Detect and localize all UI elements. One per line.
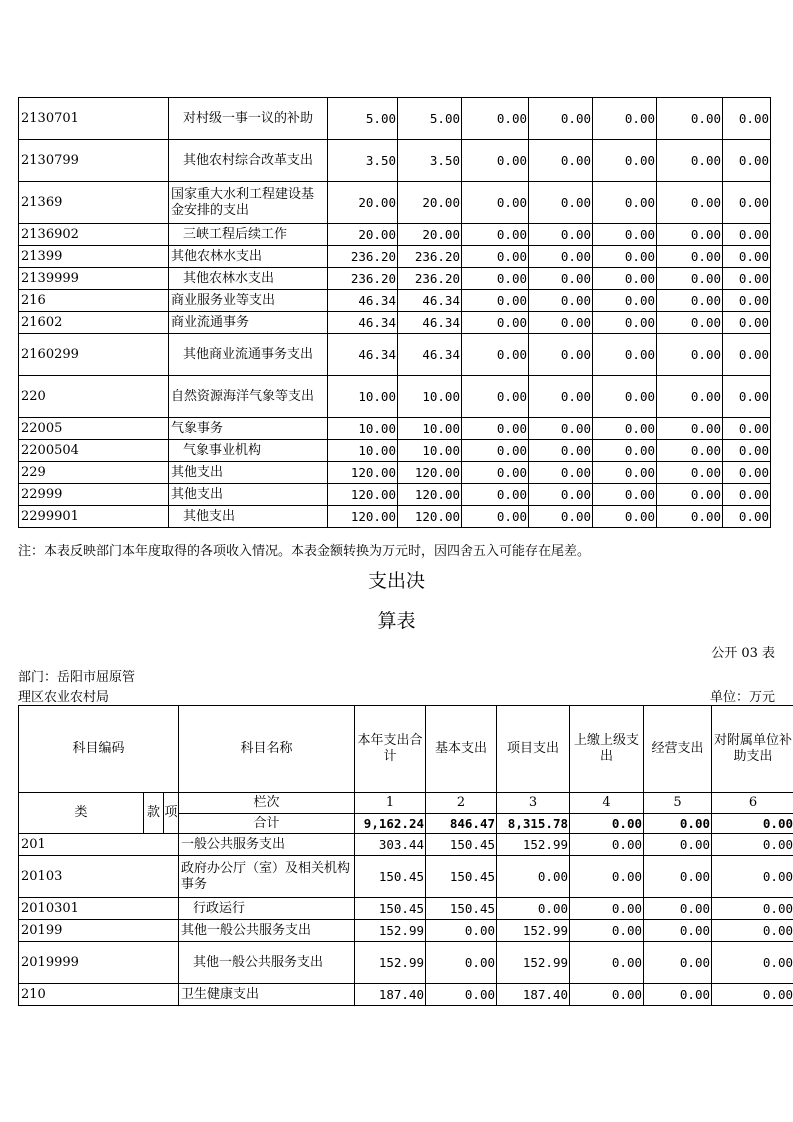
subject-name: 商业服务业等支出: [169, 290, 328, 312]
subject-code: 21369: [19, 182, 169, 224]
table-row: [19, 290, 771, 312]
subject-name: 其他支出: [169, 484, 328, 506]
subject-name: 其他农村综合改革支出: [169, 140, 328, 182]
subject-code: 229: [19, 462, 169, 484]
amount-cell: 46.34: [328, 334, 398, 376]
amount-cell: 0.00: [712, 834, 793, 856]
amount-cell: 120.00: [328, 484, 398, 506]
amount-cell: 150.45: [355, 898, 426, 920]
table-row: [19, 920, 793, 942]
table-row: [19, 898, 793, 920]
amount-cell: 0.00: [593, 484, 657, 506]
amount-cell: 0.00: [529, 376, 593, 418]
amount-cell: 0.00: [570, 984, 644, 1006]
amount-cell: 0.00: [657, 290, 723, 312]
table-row: [19, 376, 771, 418]
table-row: [19, 418, 771, 440]
amount-cell: 0.00: [593, 290, 657, 312]
table-row: [19, 984, 793, 1006]
amount-cell: 0.00: [723, 246, 771, 268]
amount-cell: 120.00: [328, 462, 398, 484]
subject-name: 一般公共服务支出: [179, 834, 355, 856]
amount-cell: 0.00: [593, 506, 657, 528]
subject-name: 气象事业机构: [169, 440, 328, 462]
amount-cell: 0.00: [462, 224, 529, 246]
amount-cell: 0.00: [529, 462, 593, 484]
subject-name: 卫生健康支出: [179, 984, 355, 1006]
expenditure-table: [18, 705, 793, 1006]
subject-code: 22999: [19, 484, 169, 506]
amount-cell: 120.00: [398, 506, 462, 528]
amount-cell: 0.00: [462, 440, 529, 462]
amount-cell: 0.00: [657, 182, 723, 224]
subject-code: 20103: [19, 856, 179, 898]
amount-cell: 0.00: [462, 290, 529, 312]
amount-cell: 0.00: [529, 290, 593, 312]
amount-cell: 0.00: [462, 268, 529, 290]
amount-cell: 0.00: [593, 376, 657, 418]
amount-cell: 152.99: [497, 942, 570, 984]
col-number: 6: [712, 793, 793, 814]
amount-cell: 0.00: [723, 506, 771, 528]
subject-code: 220: [19, 376, 169, 418]
amount-cell: 0.00: [593, 440, 657, 462]
amount-cell: 0.00: [723, 462, 771, 484]
amount-cell: 0.00: [529, 182, 593, 224]
header-subsidy: 对附属单位补助支出: [712, 706, 793, 793]
amount-cell: 0.00: [657, 376, 723, 418]
amount-cell: 0.00: [657, 140, 723, 182]
amount-cell: 0.00: [712, 856, 793, 898]
total-value: 0.00: [570, 814, 644, 834]
subject-name: 自然资源海洋气象等支出: [169, 376, 328, 418]
amount-cell: 0.00: [723, 484, 771, 506]
amount-cell: 10.00: [398, 376, 462, 418]
table-row: [19, 268, 771, 290]
amount-cell: 0.00: [529, 246, 593, 268]
subject-code: 2010301: [19, 898, 179, 920]
amount-cell: 46.34: [398, 312, 462, 334]
table-row: [19, 942, 793, 984]
subject-code: 2130701: [19, 98, 169, 140]
amount-cell: 0.00: [723, 290, 771, 312]
amount-cell: 20.00: [328, 182, 398, 224]
table-row: [19, 856, 793, 898]
form-number: 公开 03 表: [711, 646, 775, 661]
amount-cell: 0.00: [593, 312, 657, 334]
amount-cell: 0.00: [644, 984, 712, 1006]
amount-cell: 0.00: [426, 920, 497, 942]
col-number: 4: [570, 793, 644, 814]
amount-cell: 152.99: [355, 942, 426, 984]
amount-cell: 150.45: [426, 834, 497, 856]
subject-name: 商业流通事务: [169, 312, 328, 334]
amount-cell: 0.00: [657, 98, 723, 140]
header-remit: 上缴上级支出: [570, 706, 644, 793]
expenditure-table-body: [19, 706, 793, 1006]
amount-cell: 0.00: [657, 246, 723, 268]
subject-name: 气象事务: [169, 418, 328, 440]
table-row: [19, 334, 771, 376]
amount-cell: 0.00: [529, 440, 593, 462]
col-number: 3: [497, 793, 570, 814]
amount-cell: 152.99: [497, 834, 570, 856]
subject-code: 21399: [19, 246, 169, 268]
table-row: [19, 140, 771, 182]
amount-cell: 0.00: [644, 856, 712, 898]
amount-cell: 0.00: [529, 224, 593, 246]
amount-cell: 0.00: [657, 312, 723, 334]
amount-cell: 46.34: [398, 290, 462, 312]
column-number-row: [19, 793, 793, 814]
amount-cell: 187.40: [497, 984, 570, 1006]
subject-name: 对村级一事一议的补助: [169, 98, 328, 140]
amount-cell: 0.00: [723, 312, 771, 334]
header-name: 科目名称: [179, 706, 355, 793]
amount-cell: 236.20: [328, 268, 398, 290]
header-lanci: 栏次: [179, 793, 355, 814]
total-value: 0.00: [712, 814, 793, 834]
amount-cell: 0.00: [529, 334, 593, 376]
amount-cell: 0.00: [644, 834, 712, 856]
amount-cell: 3.50: [398, 140, 462, 182]
amount-cell: 152.99: [355, 920, 426, 942]
amount-cell: 0.00: [723, 268, 771, 290]
amount-cell: 0.00: [593, 268, 657, 290]
total-value: 8,315.78: [497, 814, 570, 834]
page-title-line2: 算表: [377, 610, 416, 632]
amount-cell: 0.00: [593, 246, 657, 268]
header-xiang: 项: [164, 793, 179, 834]
amount-cell: 0.00: [712, 920, 793, 942]
amount-cell: 0.00: [462, 140, 529, 182]
amount-cell: 20.00: [398, 224, 462, 246]
amount-cell: 0.00: [570, 898, 644, 920]
header-project: 项目支出: [497, 706, 570, 793]
amount-cell: 0.00: [497, 856, 570, 898]
amount-cell: 0.00: [723, 334, 771, 376]
amount-cell: 0.00: [529, 506, 593, 528]
subject-code: 2200504: [19, 440, 169, 462]
amount-cell: 10.00: [398, 440, 462, 462]
amount-cell: 5.00: [398, 98, 462, 140]
amount-cell: 0.00: [593, 182, 657, 224]
amount-cell: 10.00: [328, 440, 398, 462]
subject-name: 其他一般公共服务支出: [179, 942, 355, 984]
table-row: [19, 182, 771, 224]
page-title-line1: 支出决: [367, 570, 425, 592]
unit-label: 单位：万元: [709, 690, 775, 705]
amount-cell: 0.00: [529, 418, 593, 440]
department-label-line1: 部门：岳阳市屈原管: [18, 670, 136, 685]
table-row: [19, 98, 771, 140]
amount-cell: 0.00: [529, 140, 593, 182]
amount-cell: 0.00: [644, 920, 712, 942]
amount-cell: 0.00: [529, 484, 593, 506]
subject-name: 其他支出: [169, 462, 328, 484]
amount-cell: 0.00: [462, 334, 529, 376]
amount-cell: 0.00: [462, 462, 529, 484]
amount-cell: 0.00: [570, 834, 644, 856]
table-row: [19, 440, 771, 462]
amount-cell: 236.20: [328, 246, 398, 268]
amount-cell: 46.34: [398, 334, 462, 376]
amount-cell: 0.00: [657, 268, 723, 290]
amount-cell: 0.00: [462, 376, 529, 418]
subject-code: 21602: [19, 312, 169, 334]
amount-cell: 0.00: [593, 462, 657, 484]
subject-code: 2019999: [19, 942, 179, 984]
amount-cell: 0.00: [462, 246, 529, 268]
header-total: 本年支出合计: [355, 706, 426, 793]
amount-cell: 0.00: [497, 898, 570, 920]
total-value: 0.00: [644, 814, 712, 834]
table-row: [19, 462, 771, 484]
subject-code: 2299901: [19, 506, 169, 528]
amount-cell: 0.00: [723, 376, 771, 418]
amount-cell: 46.34: [328, 290, 398, 312]
subject-code: 2160299: [19, 334, 169, 376]
amount-cell: 20.00: [398, 182, 462, 224]
amount-cell: 46.34: [328, 312, 398, 334]
amount-cell: 0.00: [657, 334, 723, 376]
amount-cell: 120.00: [328, 506, 398, 528]
subject-name: 行政运行: [179, 898, 355, 920]
header-operation: 经营支出: [644, 706, 712, 793]
amount-cell: 0.00: [657, 506, 723, 528]
total-value: 9,162.24: [355, 814, 426, 834]
subject-code: 2139999: [19, 268, 169, 290]
subject-code: 210: [19, 984, 179, 1006]
amount-cell: 0.00: [462, 484, 529, 506]
amount-cell: 0.00: [657, 462, 723, 484]
header-row: [19, 706, 793, 793]
subject-name: 其他支出: [169, 506, 328, 528]
amount-cell: 0.00: [570, 856, 644, 898]
amount-cell: 0.00: [723, 182, 771, 224]
amount-cell: 0.00: [657, 484, 723, 506]
amount-cell: 0.00: [462, 506, 529, 528]
subject-name: 其他一般公共服务支出: [179, 920, 355, 942]
subject-code: 216: [19, 290, 169, 312]
amount-cell: 0.00: [529, 312, 593, 334]
income-table-continued: [18, 97, 771, 528]
amount-cell: 10.00: [398, 418, 462, 440]
total-label: 合计: [179, 814, 355, 834]
amount-cell: 0.00: [570, 920, 644, 942]
amount-cell: 0.00: [644, 898, 712, 920]
subject-code: 20199: [19, 920, 179, 942]
amount-cell: 0.00: [462, 98, 529, 140]
amount-cell: 0.00: [644, 942, 712, 984]
amount-cell: 120.00: [398, 462, 462, 484]
amount-cell: 20.00: [328, 224, 398, 246]
col-number: 5: [644, 793, 712, 814]
subject-name: 其他商业流通事务支出: [169, 334, 328, 376]
amount-cell: 0.00: [723, 140, 771, 182]
table-row: [19, 312, 771, 334]
amount-cell: 0.00: [593, 140, 657, 182]
amount-cell: 0.00: [462, 182, 529, 224]
amount-cell: 0.00: [593, 334, 657, 376]
subject-code: 2136902: [19, 224, 169, 246]
header-code: 科目编码: [19, 706, 179, 793]
amount-cell: 0.00: [657, 440, 723, 462]
amount-cell: 0.00: [657, 418, 723, 440]
amount-cell: 0.00: [723, 224, 771, 246]
table-row: [19, 224, 771, 246]
table-row: [19, 506, 771, 528]
amount-cell: 0.00: [462, 312, 529, 334]
total-value: 846.47: [426, 814, 497, 834]
table-note: 注：本表反映部门本年度取得的各项收入情况。本表金额转换为万元时，因四舍五入可能存在尾差。: [18, 544, 591, 559]
income-table-body: [19, 98, 771, 528]
col-number: 1: [355, 793, 426, 814]
amount-cell: 0.00: [723, 98, 771, 140]
amount-cell: 0.00: [529, 98, 593, 140]
amount-cell: 5.00: [328, 98, 398, 140]
subject-code: 201: [19, 834, 179, 856]
amount-cell: 150.45: [426, 856, 497, 898]
amount-cell: 0.00: [426, 984, 497, 1006]
amount-cell: 0.00: [570, 942, 644, 984]
amount-cell: 0.00: [712, 898, 793, 920]
amount-cell: 3.50: [328, 140, 398, 182]
header-basic: 基本支出: [426, 706, 497, 793]
header-kuan: 款: [144, 793, 164, 834]
amount-cell: 0.00: [593, 98, 657, 140]
table-row: [19, 834, 793, 856]
amount-cell: 303.44: [355, 834, 426, 856]
subject-name: 三峡工程后续工作: [169, 224, 328, 246]
amount-cell: 0.00: [593, 224, 657, 246]
amount-cell: 0.00: [529, 268, 593, 290]
subject-code: 2130799: [19, 140, 169, 182]
amount-cell: 0.00: [593, 418, 657, 440]
department-label-line2: 理区农业农村局: [18, 690, 110, 705]
amount-cell: 120.00: [398, 484, 462, 506]
table-row: [19, 246, 771, 268]
amount-cell: 150.45: [426, 898, 497, 920]
subject-name: 其他农林水支出: [169, 268, 328, 290]
subject-name: 国家重大水利工程建设基金安排的支出: [169, 182, 328, 224]
amount-cell: 152.99: [497, 920, 570, 942]
amount-cell: 236.20: [398, 246, 462, 268]
amount-cell: 0.00: [723, 418, 771, 440]
amount-cell: 0.00: [657, 224, 723, 246]
col-number: 2: [426, 793, 497, 814]
amount-cell: 0.00: [712, 942, 793, 984]
subject-name: 其他农林水支出: [169, 246, 328, 268]
subject-name: 政府办公厅（室）及相关机构事务: [179, 856, 355, 898]
amount-cell: 187.40: [355, 984, 426, 1006]
amount-cell: 10.00: [328, 418, 398, 440]
amount-cell: 10.00: [328, 376, 398, 418]
amount-cell: 150.45: [355, 856, 426, 898]
amount-cell: 0.00: [712, 984, 793, 1006]
amount-cell: 0.00: [723, 440, 771, 462]
header-lei: 类: [19, 793, 144, 834]
amount-cell: 0.00: [462, 418, 529, 440]
amount-cell: 236.20: [398, 268, 462, 290]
subject-code: 22005: [19, 418, 169, 440]
table-row: [19, 484, 771, 506]
amount-cell: 0.00: [426, 942, 497, 984]
